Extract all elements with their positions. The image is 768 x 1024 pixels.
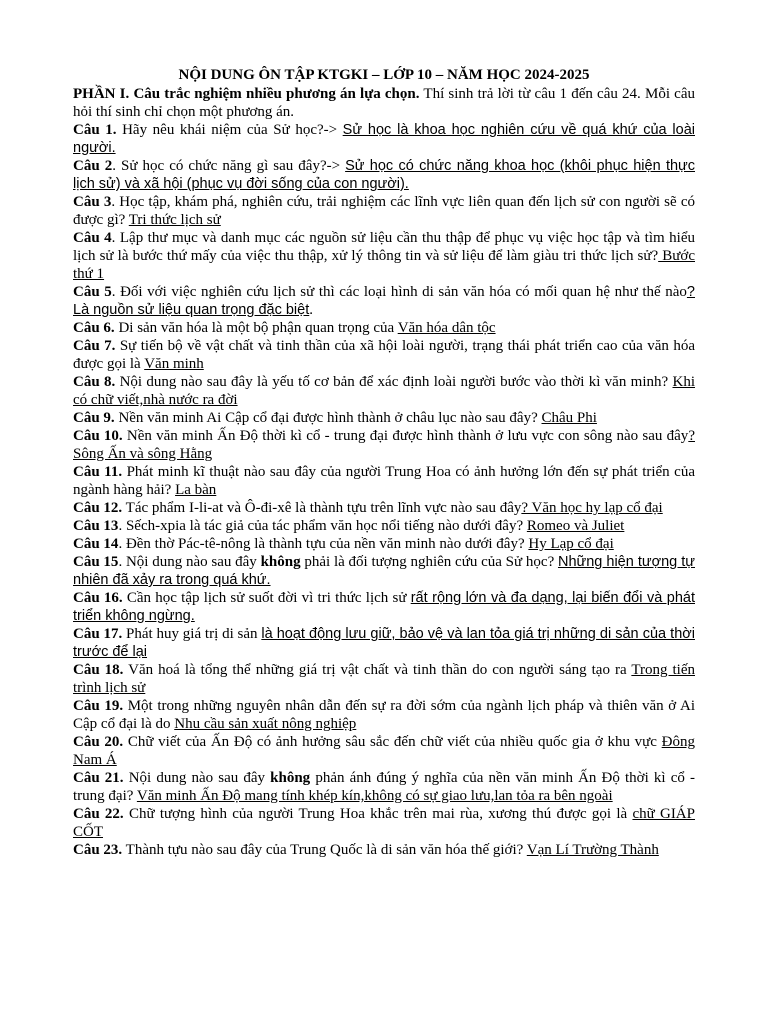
question-text: Nền văn minh Ai Cập cổ đại được hình thành ở châu lục nào sau đây? [114,410,542,426]
question-answer: Sử học có chức năng khoa học (khôi phục hiện thực lịch sử) và xã hội (phục vụ đời sống của con người). [73,158,695,192]
question-label: Câu 8. [73,374,116,390]
question-12 [73,499,695,517]
question-label: Câu 1. [73,122,117,138]
question-text: Văn hoá là tổng thể những giá trị vật chất và tinh thần do con người sáng tạo ra [123,662,632,678]
question-answer: La bàn [175,482,217,498]
question-text: Hãy nêu khái niệm của Sử học?-> [116,122,343,138]
page-title: NỘI DUNG ÔN TẬP KTGKI – LỚP 10 – NĂM HỌC 2024-2025 [178,67,590,83]
question-21 [73,769,695,805]
question-answer: ? Sông Ấn và sông Hằng [73,428,695,462]
document-page [73,66,695,859]
question-label: Câu 2 [73,158,113,174]
question-answer: Khi có chữ viết,nhà nước ra đời [73,374,695,408]
part1-paragraph [73,85,695,121]
question-17 [73,625,695,661]
question-13 [73,517,695,535]
question-label: Câu 12. [73,500,123,516]
question-text: . Sếch-xpia là tác giả của tác phẩm văn học nổi tiếng nào dưới đây? [118,518,527,534]
question-answer: Vạn Lí Trường Thành [526,842,659,858]
question-label: Câu 13 [73,518,119,534]
question-label: Câu 21. [73,770,124,786]
question-label: Câu 20. [73,734,124,750]
question-answer: Nhu cầu sản xuất nông nghiệp [174,716,357,732]
question-text: Nội dung nào sau đây là yếu tố cơ bản để xác định loài người bước vào thời kì văn minh? [115,374,673,390]
question-label: Câu 19. [73,698,124,714]
question-text: Nội dung nào sau đây [123,770,271,786]
question-answer: Trong tiến trình lịch sử [73,662,695,696]
question-answer: Châu Phi [541,410,597,426]
question-text: Thành tựu nào sau đây của Trung Quốc là di sản văn hóa thế giới? [122,842,527,858]
question-label: Câu 3 [73,194,112,210]
question-label: Câu 5 [73,284,112,300]
question-emphasis: không [260,554,301,570]
question-label: Câu 11. [73,464,123,480]
question-answer: Văn minh [144,356,204,372]
question-label: Câu 17. [73,626,123,642]
question-text: Chữ tượng hình của người Trung Hoa khắc trên mai rùa, xương thú được gọi là [123,806,633,822]
question-11 [73,463,695,499]
question-16 [73,589,695,625]
question-text: . Lập thư mục và danh mục các nguồn sử liệu cần thu thập để phục vụ việc học tập và tìm hiểu lịch sử là bước thứ mấy của việc thu thập, xử lý thông tin và sử liệu để làm giàu tri thức lịch sử? [73,230,695,264]
question-3 [73,193,695,229]
question-9 [73,409,695,427]
question-answer: ? Văn học hy lạp cổ đại [521,500,663,516]
question-label: Câu 9. [73,410,115,426]
question-text: Phát minh kĩ thuật nào sau đây của người Trung Hoa có ảnh hưởng lớn đến sự phát triển của ngành hàng hải? [73,464,695,498]
question-text: Cần học tập lịch sử suốt đời vì tri thức lịch sử [122,590,411,606]
question-answer: Romeo và Juliet [526,518,625,534]
question-label: Câu 4 [73,230,112,246]
question-answer: Văn hóa dân tộc [397,320,496,336]
question-answer: là hoạt động lưu giữ, bảo vệ và lan tỏa giá trị những di sản của thời trước để lại [73,626,695,660]
question-text: Sự tiến bộ về vật chất và tinh thần của xã hội loài người, trạng thái phát triển cao của văn hóa được gọi là [73,338,695,372]
question-answer: Những hiện tượng tự nhiên đã xảy ra trong quá khứ. [73,554,695,588]
question-10 [73,427,695,463]
question-answer: Sử học là khoa học nghiên cứu về quá khứ của loài người. [73,122,695,156]
question-answer: rất rộng lớn và đa dạng, lại biến đổi và phát triển không ngừng. [73,590,695,624]
question-text-2: phản ánh đúng ý nghĩa của nền văn minh Ấn Độ thời kì cổ - trung đại? [73,770,695,804]
question-label: Câu 15 [73,554,119,570]
question-label: Câu 22. [73,806,124,822]
part1-instruction: Thí sinh trả lời từ câu 1 đến câu 24. Mỗi câu hỏi thí sinh chỉ chọn một phương án. [73,86,695,120]
question-answer: Tri thức lịch sử [128,212,221,228]
question-text: Phát huy giá trị di sản [122,626,262,642]
question-tail: . [309,302,313,318]
question-text: Di sản văn hóa là một bộ phận quan trọng của [114,320,398,336]
question-label: Câu 16. [73,590,123,606]
question-text: . Học tập, khám phá, nghiên cứu, trải nghiệm các lĩnh vực liên quan đến lịch sử con người sẽ có được gì? [73,194,695,228]
question-15 [73,553,695,589]
question-6 [73,319,695,337]
question-18 [73,661,695,697]
question-8 [73,373,695,409]
question-label: Câu 18. [73,662,124,678]
question-5 [73,283,695,319]
question-text: . Đối với việc nghiên cứu lịch sử thì các loại hình di sản văn hóa có mối quan hệ như thế nào [111,284,687,300]
question-23 [73,841,695,859]
question-4 [73,229,695,283]
question-label: Câu 14 [73,536,119,552]
question-emphasis: không [270,770,311,786]
question-answer: Văn minh Ấn Độ mang tính khép kín,không có sự giao lưu,lan tỏa ra bên ngoài [136,788,613,804]
question-answer: ? Là nguồn sử liệu quan trọng đặc biệt [73,284,695,318]
question-19 [73,697,695,733]
question-text-2: phải là đối tượng nghiên cứu của Sử học? [300,554,558,570]
question-22 [73,805,695,841]
question-text: Tác phẩm I-li-at và Ô-đi-xê là thành tựu trên lĩnh vực nào sau đây [122,500,522,516]
question-text: Một trong những nguyên nhân dẫn đến sự ra đời sớm của ngành lịch pháp và thiên văn ở Ai Cập cổ đại là do [73,698,695,732]
question-20 [73,733,695,769]
question-2 [73,157,695,193]
question-answer: Đông Nam Á [73,734,695,768]
question-label: Câu 10. [73,428,123,444]
question-answer: Bước thứ 1 [73,248,695,282]
question-label: Câu 23. [73,842,123,858]
question-answer: chữ GIÁP CỐT [73,806,695,840]
question-text: . Nội dung nào sau đây [118,554,261,570]
question-text: . Đền thờ Pác-tê-nông là thành tựu của nền văn minh nào dưới đây? [118,536,529,552]
question-text: Nền văn minh Ấn Độ thời kì cổ - trung đại được hình thành ở lưu vực con sông nào sau đây [122,428,689,444]
question-label: Câu 7. [73,338,116,354]
question-label: Câu 6. [73,320,115,336]
question-answer: Hy Lạp cổ đại [528,536,614,552]
part1-heading: PHẦN I. Câu trắc nghiệm nhiều phương án lựa chọn. [73,86,420,102]
question-14 [73,535,695,553]
question-text: Chữ viết của Ấn Độ có ảnh hưởng sâu sắc đến chữ viết của nhiều quốc gia ở khu vực [123,734,662,750]
question-7 [73,337,695,373]
question-text: . Sử học có chức năng gì sau đây?-> [112,158,346,174]
question-1 [73,121,695,157]
